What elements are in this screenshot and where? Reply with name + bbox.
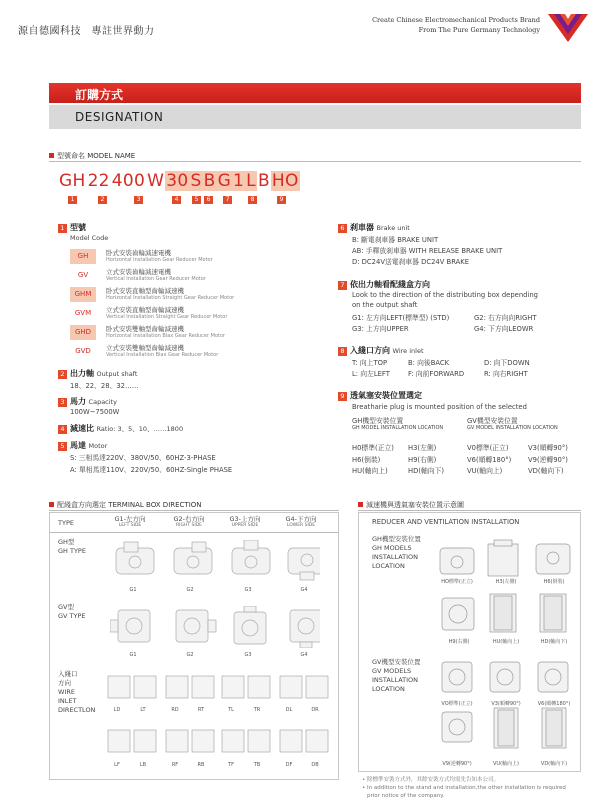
num-badge: 5 <box>192 196 201 204</box>
g2-caption: G2 <box>186 652 194 658</box>
g2-caption: G2 <box>186 587 194 593</box>
item-output-shaft: 2 出力軸 Output shaft <box>58 368 137 379</box>
model-code-row: GH 卧式安裝齒輪減速電機 Horizontal Installation Gear Reducer Motor <box>70 248 310 265</box>
item-breather: 9 透氣塞安裝位置選定 <box>338 390 422 401</box>
num-badge: 1 <box>68 196 77 204</box>
breather-gh-title: GH機型安裝位置 <box>352 417 404 425</box>
seg-direction-num: 1 <box>233 171 245 191</box>
breather-hd: HD(軸向下) <box>408 467 445 475</box>
seg-wire: L <box>246 171 256 191</box>
gh-models-diagram-icon <box>436 536 576 646</box>
direction-g2: G2: 右方向向RIGHT <box>474 314 537 322</box>
model-code-numbers <box>0 196 300 208</box>
gv-cap: V6(順轉180°) <box>537 701 571 707</box>
gv-cap: VO標準(正立) <box>441 701 473 707</box>
col-g3: G3-上方向 UPPER SIDE <box>229 515 261 528</box>
seg-capacity-unit: W <box>147 171 165 191</box>
bullet-square-icon <box>49 153 54 158</box>
seg-type: GH <box>59 171 86 191</box>
reducer-box-title: REDUCER AND VENTILATION INSTALLATION <box>372 518 520 526</box>
brand-logo-icon <box>548 12 588 42</box>
wire-forward: F: 向前FORWARD <box>408 370 465 378</box>
breather-vd: VD(軸向下) <box>528 467 564 475</box>
item-ratio: 4 減速比 Ratio: 3、5、10、……1800 <box>58 423 183 434</box>
breather-v3: V3(順轉90°) <box>528 444 568 452</box>
num-badge: 8 <box>248 196 257 204</box>
wire-left: L: 向左LEFT <box>352 370 390 378</box>
model-code-row: GHM 卧式安裝直軸型齒輪減速機 Horizontal Installation Straight Gear Reducer Motor <box>70 286 310 303</box>
wire-inlet-row2-icon <box>104 726 334 756</box>
gv-block-label: GV機型安裝位置 GV MODELS INSTALLATION LOCATION <box>372 658 421 693</box>
num-badge: 3 <box>134 196 143 204</box>
gv-cap: V9(逆轉90°) <box>442 761 472 767</box>
model-code-row: GV 立式安裝齒輪減速電機 Vertical Installation Gear Reducer Motor <box>77 268 206 282</box>
num-badge: 4 <box>172 196 181 204</box>
wire-right: R: 向右RIGHT <box>484 370 528 378</box>
wire-cap: DR <box>311 707 319 713</box>
g1-caption: G1 <box>129 652 137 658</box>
title-bar <box>49 83 581 103</box>
gh-block-label: GH機型安裝位置 GH MODELS INSTALLATION LOCATION <box>372 535 421 570</box>
item-capacity: 3 馬力 Capacity <box>58 396 117 407</box>
seg-wire-2: B <box>257 171 270 191</box>
wire-cap: RB <box>197 762 205 768</box>
item-direction: 7 依出力軸看配綫盒方向 <box>338 279 430 290</box>
wire-cap: LF <box>114 762 120 768</box>
g4-caption: G4 <box>300 587 308 593</box>
gh-terminal-motors-icon <box>110 540 320 582</box>
reducer-heading: 減速機與透氣塞安裝位置示意圖 <box>358 500 464 510</box>
bullet-square-icon <box>358 502 363 507</box>
motor-single-phase: A: 單相馬達110V、220V/50、60HZ-Single PHASE <box>70 466 233 474</box>
brand-line-2: From The Pure Germany Technology <box>418 26 540 34</box>
g4-caption: G4 <box>300 652 308 658</box>
breather-vu: VU(軸向上) <box>467 467 503 475</box>
gv-cap: VU(軸向上) <box>493 761 519 767</box>
page-title: 訂購方式 <box>75 88 124 102</box>
wire-cap: LB <box>139 762 147 768</box>
g3-caption: G3 <box>244 587 252 593</box>
num-badge: 6 <box>204 196 213 204</box>
divider <box>49 161 581 162</box>
num-badge: 2 <box>98 196 107 204</box>
wire-down: D: 向下DOWN <box>484 359 530 367</box>
divider <box>358 510 581 511</box>
seg-brake: B <box>203 171 216 191</box>
seg-capacity: 400 <box>111 171 146 191</box>
item-model: 1 型號 <box>58 222 86 233</box>
breather-h0: H0標準(正立) <box>352 444 394 452</box>
item-motor: 5 馬達 Motor <box>58 440 107 451</box>
seg-direction: G <box>217 171 232 191</box>
brake-option: B: 斷電刹車器 BRAKE UNIT <box>352 236 439 244</box>
bullet-square-icon <box>49 502 54 507</box>
wire-cap: TB <box>253 762 261 768</box>
item-brake: 6 刹車器 Brake unit <box>338 222 410 233</box>
wire-cap: TL <box>228 707 234 713</box>
brand-tagline <box>372 15 540 35</box>
wire-cap: LD <box>113 707 121 713</box>
model-code-row: GHD 卧式安裝雙軸型齒輪減速機 Horizontal Installation Biax Gear Reducer Motor <box>70 324 310 341</box>
gh-type-label: GH型 GH TYPE <box>58 538 86 555</box>
wire-cap: RD <box>171 707 179 713</box>
capacity-value: 100W~7500W <box>70 408 120 416</box>
gh-cap: HO標準(正立) <box>441 579 473 585</box>
direction-g3: G3: 上方向UPPER <box>352 325 409 333</box>
direction-desc-2: on the output shaft <box>352 301 418 309</box>
model-name-heading: 型號命名 MODEL NAME <box>49 151 135 161</box>
output-shaft-values: 18、22、28、32…… <box>70 382 139 390</box>
gh-cap: HD(軸向下) <box>540 639 568 645</box>
gv-cap: VD(軸向下) <box>540 761 568 767</box>
direction-g4: G4: 下方向LEOWR <box>474 325 534 333</box>
brand-line-1: Create Chinese Electromechanical Products Brand <box>372 16 540 24</box>
breather-h9: H9(右側) <box>408 456 437 464</box>
breather-h3: H3(左側) <box>408 444 437 452</box>
model-code-example <box>58 171 300 191</box>
footnote: • 除標準安裝方式外，其餘安裝方式均需先告知本公司。 • In addition to the stand and installation,the other installation is required prior notice of the company. <box>362 777 566 799</box>
gv-type-label: GV型 GV TYPE <box>58 603 86 620</box>
wire-cap: DL <box>285 707 293 713</box>
breather-gv-title: GV機型安裝位置 <box>467 417 518 425</box>
breather-hu: HU(軸向上) <box>352 467 388 475</box>
wire-inlet-row1-icon <box>104 672 334 702</box>
g3-caption: G3 <box>244 652 252 658</box>
divider <box>49 510 339 511</box>
page-subtitle: DESIGNATION <box>75 110 164 124</box>
wire-cap: RF <box>171 762 179 768</box>
wire-cap: DF <box>285 762 293 768</box>
wire-cap: TF <box>228 762 234 768</box>
breather-v9: V9(逆轉90°) <box>528 456 568 464</box>
wire-cap: DB <box>311 762 319 768</box>
motor-three-phase: S: 三相馬達220V、380V/50、60HZ-3-PHASE <box>70 454 216 462</box>
terminal-heading: 配綫盒方向選定 TERMINAL BOX DIRECTION <box>49 500 202 510</box>
item-model-en: Model Code <box>70 234 109 242</box>
col-g2: G2-右方向 RIGHT SIDE <box>173 515 205 528</box>
num-badge: 7 <box>223 196 232 204</box>
col-g1: G1-左方向 LEFT SIDE <box>114 515 146 528</box>
gv-cap: V3(順轉90°) <box>491 701 521 707</box>
wire-cap: TR <box>253 707 261 713</box>
g1-caption: G1 <box>129 587 137 593</box>
gh-cap: HU(軸向上) <box>492 639 520 645</box>
direction-desc-1: Look to the direction of the distributing box depending <box>352 291 538 299</box>
wire-top: T: 向上TOP <box>352 359 388 367</box>
direction-g1: G1: 左方向LEFT(標準型) (STD) <box>352 314 450 322</box>
wire-back: B: 向後BACK <box>408 359 450 367</box>
breather-v6: V6(順轉180°) <box>467 456 512 464</box>
wire-cap: LT <box>140 707 146 713</box>
seg-ratio: 30 <box>166 171 189 191</box>
wire-cap: RT <box>197 707 205 713</box>
model-code-row: GVD 立式安裝雙軸型齒輪減速機 Vertical Installation Biax Gear Reducer Motor <box>75 344 219 358</box>
gh-cap: H6(倒裝) <box>543 579 565 585</box>
breather-desc: Breatharie plug is mounted position of the selected <box>352 403 527 411</box>
num-badge: 9 <box>277 196 286 204</box>
title-sub-bar <box>49 105 581 129</box>
breather-gh-en: GH MODEL INSTALLATION LOCATION <box>352 425 444 431</box>
brake-option: D: DC24V送電刹車器 DC24V BRAKE <box>352 258 470 266</box>
seg-shaft: 22 <box>87 171 110 191</box>
model-code-row: GVM 立式安裝直軸型齒輪減速機 Vertical Installation Straight Gear Reducer Motor <box>74 306 228 320</box>
breather-v0: V0標準(正立) <box>467 444 509 452</box>
col-g4: G4-下方向 LOWER SIDE <box>285 515 317 528</box>
header-slogan: 源自德國科技 專註世界動力 <box>18 26 155 37</box>
seg-breathe: HO <box>271 171 299 191</box>
gv-terminal-motors-icon <box>110 606 320 648</box>
wire-inlet-label: 入綫口 方向 WIRE INLET DIRECTLON <box>58 670 96 714</box>
gh-cap: H3(左側) <box>495 579 517 585</box>
gh-cap: H9(右側) <box>448 639 470 645</box>
type-label: TYPE <box>58 519 74 527</box>
brake-option: AB: 手釋放刹車器 WITH RELEASE BRAKE UNIT <box>352 247 503 255</box>
divider <box>49 532 339 533</box>
breather-h6: H6(倒裝) <box>352 456 381 464</box>
breather-gv-en: GV MODEL INSTALLATION LOCATION <box>467 425 558 431</box>
seg-motor: S <box>190 171 202 191</box>
item-wire-inlet: 8 入綫口方向 Wire inlet <box>338 345 424 356</box>
